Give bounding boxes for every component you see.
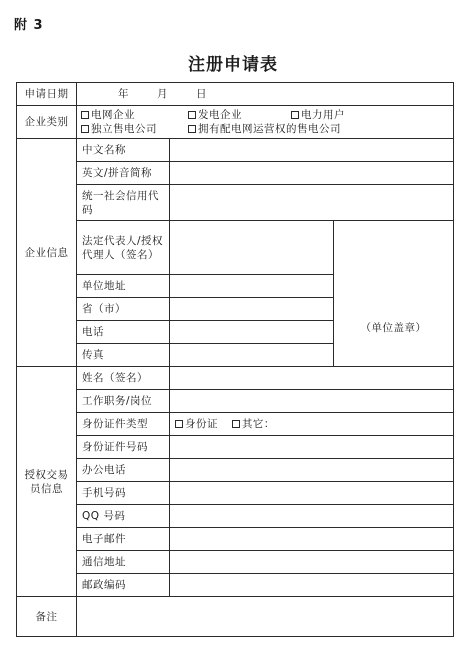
- checkbox-icon[interactable]: [81, 125, 89, 133]
- field-label: 电话: [77, 321, 170, 344]
- trader-info-row: [17, 367, 454, 390]
- province-input[interactable]: [170, 298, 334, 321]
- field-label: 工作职务/岗位: [77, 390, 170, 413]
- field-label: 办公电话: [77, 459, 170, 482]
- year-label: 年: [118, 88, 129, 100]
- fax-input[interactable]: [170, 344, 334, 367]
- checkbox-icon[interactable]: [188, 125, 196, 133]
- field-label: 姓名（签名）: [77, 367, 170, 390]
- trader-info-row: [17, 413, 454, 436]
- field-label: 省（市）: [77, 298, 170, 321]
- trader-info-row: [17, 436, 454, 459]
- checkbox-icon[interactable]: [232, 420, 240, 428]
- option-distribution-retailer[interactable]: 拥有配电网运营权的售电公司: [188, 122, 341, 136]
- trader-info-row: [17, 482, 454, 505]
- field-label: 传真: [77, 344, 170, 367]
- checkbox-icon[interactable]: [81, 111, 89, 119]
- seal-note: （单位盖章）: [360, 321, 427, 334]
- remarks-label: 备注: [17, 597, 77, 637]
- option-grid-company[interactable]: 电网企业: [81, 108, 135, 122]
- enterprise-info-row: [17, 185, 454, 221]
- english-abbrev-input[interactable]: [170, 162, 454, 185]
- field-label: 英文/拼音简称: [77, 162, 170, 185]
- application-date-label: 申请日期: [17, 83, 77, 106]
- trader-info-row: [17, 551, 454, 574]
- id-number-input[interactable]: [170, 436, 454, 459]
- chinese-name-input[interactable]: [170, 139, 454, 162]
- field-label: 单位地址: [77, 275, 170, 298]
- mailing-address-input[interactable]: [170, 551, 454, 574]
- checkbox-icon[interactable]: [175, 420, 183, 428]
- enterprise-info-row: [17, 221, 454, 275]
- trader-info-row: [17, 528, 454, 551]
- field-label: 电子邮件: [77, 528, 170, 551]
- field-label: QQ 号码: [77, 505, 170, 528]
- month-label: 月: [157, 88, 168, 100]
- job-title-input[interactable]: [170, 390, 454, 413]
- option-id-card[interactable]: 身份证: [175, 417, 218, 431]
- office-phone-input[interactable]: [170, 459, 454, 482]
- field-label: 统一社会信用代码: [77, 185, 170, 221]
- field-label: 法定代表人/授权代理人（签名）: [77, 221, 170, 275]
- mobile-input[interactable]: [170, 482, 454, 505]
- enterprise-category-row: [17, 106, 454, 139]
- phone-input[interactable]: [170, 321, 334, 344]
- enterprise-info-label: 企业信息: [17, 139, 77, 367]
- checkbox-icon[interactable]: [188, 111, 196, 119]
- checkbox-icon[interactable]: [291, 111, 299, 119]
- option-other[interactable]: 其它：: [232, 417, 275, 431]
- trader-info-row: [17, 459, 454, 482]
- registration-form-table: [16, 82, 454, 637]
- legal-representative-input[interactable]: [170, 221, 334, 275]
- option-power-generation[interactable]: 发电企业: [188, 108, 242, 122]
- day-label: 日: [196, 88, 207, 100]
- attachment-label: 附 3: [14, 18, 44, 33]
- trader-info-label: 授权交易员信息: [17, 367, 77, 597]
- field-label: 身份证件号码: [77, 436, 170, 459]
- seal-area[interactable]: [334, 221, 454, 367]
- application-date-row: [17, 83, 454, 106]
- field-label: 通信地址: [77, 551, 170, 574]
- field-label: 中文名称: [77, 139, 170, 162]
- trader-info-row: [17, 574, 454, 597]
- field-label: 身份证件类型: [77, 413, 170, 436]
- postal-code-input[interactable]: [170, 574, 454, 597]
- field-label: 邮政编码: [77, 574, 170, 597]
- trader-info-row: [17, 505, 454, 528]
- remarks-input[interactable]: [77, 597, 454, 637]
- enterprise-info-row: [17, 162, 454, 185]
- trader-info-row: [17, 390, 454, 413]
- qq-input[interactable]: [170, 505, 454, 528]
- email-input[interactable]: [170, 528, 454, 551]
- field-label: 手机号码: [77, 482, 170, 505]
- credit-code-input[interactable]: [170, 185, 454, 221]
- remarks-row: [17, 597, 454, 637]
- trader-name-input[interactable]: [170, 367, 454, 390]
- form-title: 注册申请表: [188, 55, 278, 75]
- address-input[interactable]: [170, 275, 334, 298]
- option-power-user[interactable]: 电力用户: [291, 108, 345, 122]
- id-type-field: [170, 413, 454, 436]
- enterprise-info-row: [17, 139, 454, 162]
- option-independent-retailer[interactable]: 独立售电公司: [81, 122, 157, 136]
- application-date-field[interactable]: [77, 83, 454, 106]
- enterprise-category-label: 企业类别: [17, 106, 77, 139]
